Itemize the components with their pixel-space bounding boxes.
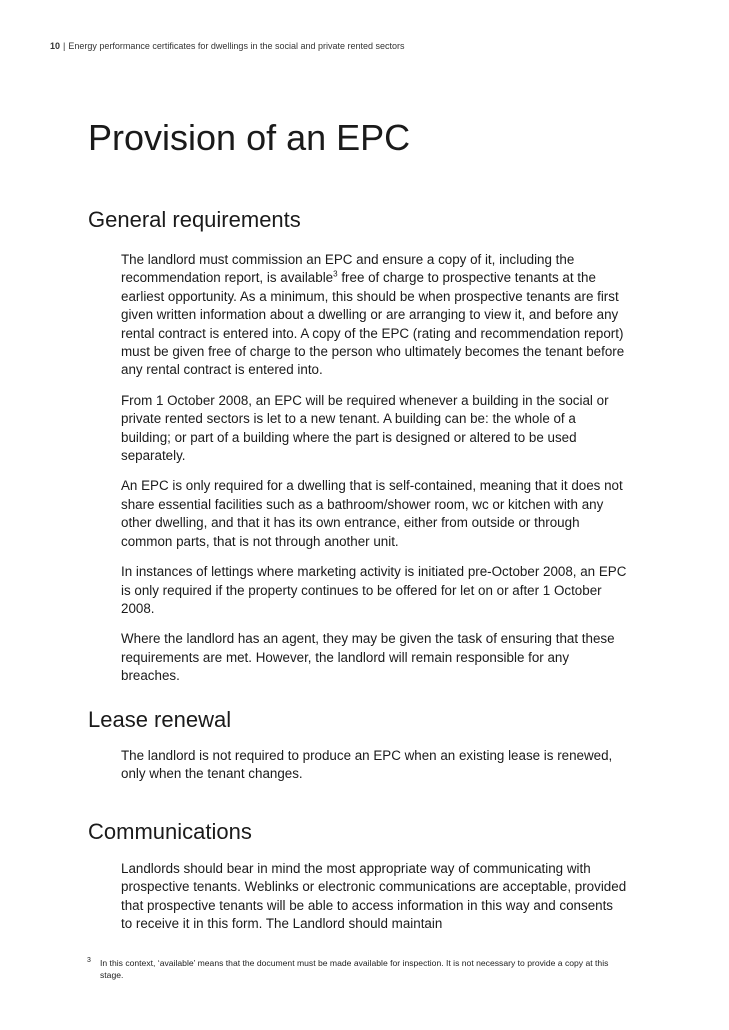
paragraph: An EPC is only required for a dwelling that is self-contained, meaning that it does not share essential facilities such as a bathroom/shower room, wc or kitchen with any other dwelling, and that it has its own entrance, either from outside or through common parts, that is not through another unit.	[121, 478, 623, 549]
footnote-text: In this context, ‘available’ means that the document must be made available for inspection. It is not necessary to provide a copy at this stage.	[100, 958, 609, 980]
paragraph: Landlords should bear in mind the most appropriate way of communicating with prospective tenants. Weblinks or electronic communications are acceptable, provided that prospective tenants will be able to access information in this way and consents to receive it in this form. The Landlord should maintain	[121, 861, 627, 932]
page-title: Provision of an EPC	[88, 117, 411, 158]
paragraph: The landlord is not required to produce an EPC when an existing lease is renewed, only when the tenant changes.	[121, 748, 613, 782]
paragraph-text-continued: free of charge to prospective tenants at the earliest opportunity. As a minimum, this should be when prospective tenants are first given written information about a dwelling or are arranging to view it, and before any rental contract is entered into. A copy of the EPC (rating and recommendation report) must be given free of charge to the person who ultimately becomes the tenant before any rental contract is entered into.	[121, 270, 625, 378]
section-body-communications	[121, 860, 627, 946]
paragraph-text: The landlord must commission an EPC and ensure a copy of it, including the recommendation report, is available	[121, 252, 575, 286]
section-heading-communications: Communications	[88, 819, 252, 844]
section-heading-general-requirements: General requirements	[88, 207, 301, 232]
paragraph: In instances of lettings where marketing activity is initiated pre-October 2008, an EPC is only required if the property continues to be offered for let on or after 1 October 2008.	[121, 564, 627, 616]
paragraph: Where the landlord has an agent, they may be given the task of ensuring that these requirements are met. However, the landlord will remain responsible for any breaches.	[121, 631, 615, 684]
paragraph: From 1 October 2008, an EPC will be required whenever a building in the social or private rented sectors is let to a new tenant. A building can be: the whole of a building; or part of a building where the part is designed or altered to be used separately.	[121, 392, 609, 464]
footnote-mark: 3	[87, 957, 91, 964]
running-title: Energy performance certificates for dwellings in the social and private rented sectors	[68, 41, 405, 51]
header-separator: |	[63, 41, 66, 51]
section-body-lease-renewal	[121, 747, 627, 796]
footnote-reference: 3	[333, 269, 338, 279]
running-header	[50, 41, 405, 51]
section-heading-lease-renewal: Lease renewal	[88, 707, 232, 732]
page-number: 10	[50, 41, 61, 51]
paragraph	[121, 251, 627, 380]
section-body-general-requirements	[121, 251, 627, 698]
footnote	[87, 957, 617, 981]
